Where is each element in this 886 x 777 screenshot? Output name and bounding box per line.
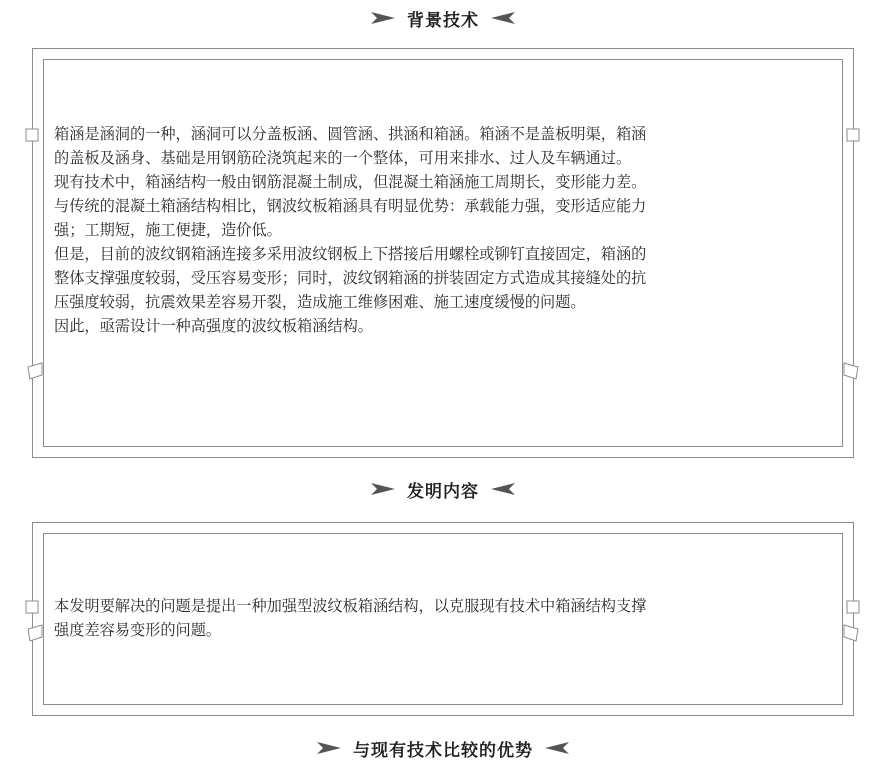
left-arrow-icon xyxy=(545,742,569,754)
corner-bracket-icon xyxy=(27,624,43,642)
section-title-text: 与现有技术比较的优势 xyxy=(353,740,533,761)
right-arrow-icon xyxy=(371,12,395,24)
corner-bracket-icon xyxy=(846,126,860,142)
section-title-advantages xyxy=(0,733,886,763)
section-title-text: 发明内容 xyxy=(407,481,479,502)
right-arrow-icon xyxy=(371,483,395,495)
corner-bracket-icon xyxy=(27,362,43,380)
paragraph-line: 整体支撑强度较弱，受压容易变形；同时，波纹钢箱涵的拼装固定方式造成其接缝处的抗 xyxy=(54,269,647,287)
paragraph-line: 压强度较弱，抗震效果差容易开裂，造成施工维修困难、施工速度缓慢的问题。 xyxy=(54,293,586,311)
section-title-invention xyxy=(0,474,886,504)
corner-bracket-icon xyxy=(25,598,39,614)
corner-bracket-icon xyxy=(843,362,859,380)
left-arrow-icon xyxy=(491,12,515,24)
corner-bracket-icon xyxy=(843,624,859,642)
left-arrow-icon xyxy=(491,483,515,495)
section-title-text: 背景技术 xyxy=(407,10,479,31)
paragraph-line: 与传统的混凝土箱涵结构相比，钢波纹板箱涵具有明显优势：承载能力强，变形适应能力 xyxy=(54,197,647,215)
section-body-invention xyxy=(54,594,844,642)
right-arrow-icon xyxy=(317,742,341,754)
paragraph-line: 强；工期短，施工便捷，造价低。 xyxy=(54,221,282,239)
paragraph-line: 现有技术中，箱涵结构一般由钢筋混凝土制成，但混凝土箱涵施工周期长，变形能力差。 xyxy=(54,173,647,191)
corner-bracket-icon xyxy=(846,598,860,614)
paragraph-line: 但是，目前的波纹钢箱涵连接多采用波纹钢板上下搭接后用螺栓或铆钉直接固定，箱涵的 xyxy=(54,245,647,263)
corner-bracket-icon xyxy=(25,126,39,142)
section-body-background xyxy=(54,122,844,338)
paragraph-line: 本发明要解决的问题是提出一种加强型波纹板箱涵结构，以克服现有技术中箱涵结构支撑 xyxy=(54,597,647,615)
paragraph-line: 强度差容易变形的问题。 xyxy=(54,621,222,639)
section-title-background xyxy=(0,3,886,33)
paragraph-line: 的盖板及涵身、基础是用钢筋砼浇筑起来的一个整体，可用来排水、过人及车辆通过。 xyxy=(54,149,632,167)
paragraph-line: 因此，亟需设计一种高强度的波纹板箱涵结构。 xyxy=(54,317,373,335)
paragraph-line: 箱涵是涵洞的一种，涵洞可以分盖板涵、圆管涵、拱涵和箱涵。箱涵不是盖板明渠，箱涵 xyxy=(54,125,647,143)
